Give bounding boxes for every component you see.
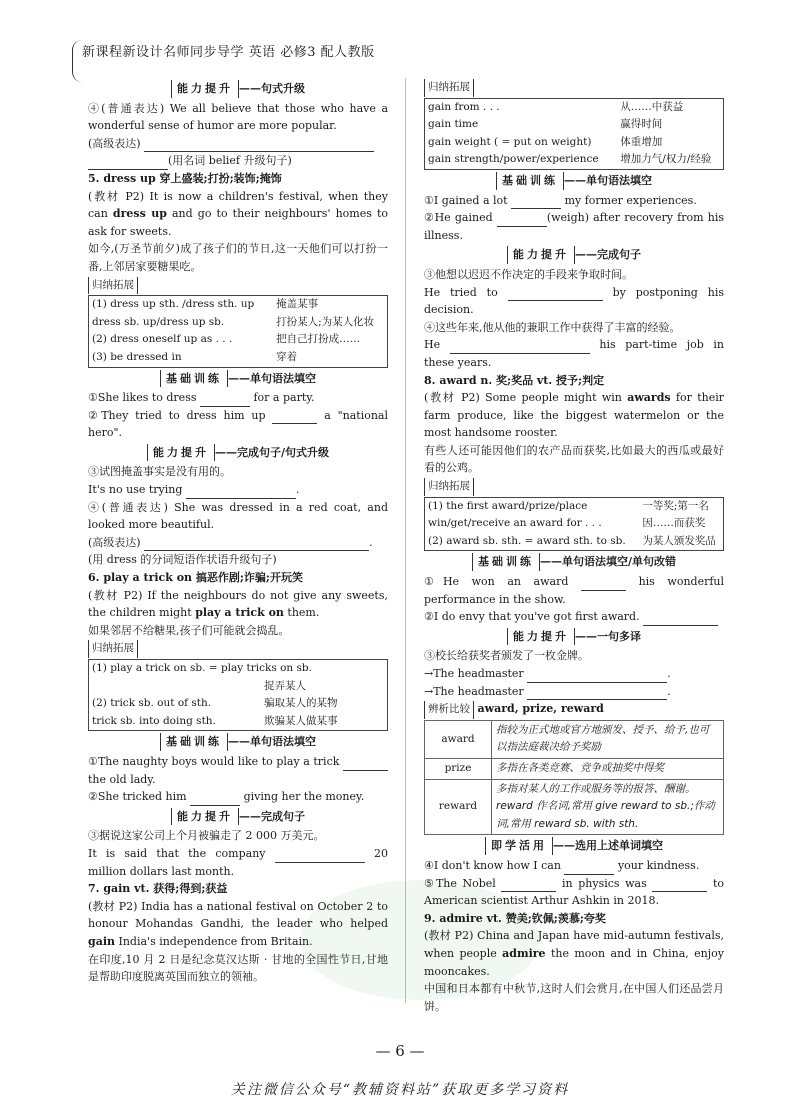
exercise: He his part-time job in these years.	[424, 338, 725, 369]
section-heading: 能力提升 ——完成句子	[424, 246, 724, 264]
exercise: He tried to by postponing his decision.	[424, 285, 725, 317]
right-column	[424, 78, 724, 1015]
exercise: ④这些年来,他从他的兼职工作中获得了丰富的经验。	[424, 320, 681, 334]
table-row: prize 多指在各类竞赛、竞争或抽奖中得奖	[425, 758, 724, 779]
compare-table	[424, 720, 724, 836]
answer-line: (用名词 belief 升级句子)	[88, 152, 388, 170]
expand-tag: 归纳拓展	[424, 478, 474, 496]
exercise: ①The naughty boys would like to play a trick the old lady.	[88, 753, 388, 788]
exercise: ②He gained (weigh) after recovery from his illness.	[424, 211, 724, 242]
expand-tag: 归纳拓展	[424, 79, 474, 97]
exercise: ②They tried to dress him up a "national hero".	[88, 408, 388, 440]
exercise: ①I gained a lot my former experiences.	[424, 192, 724, 210]
expand-box	[88, 659, 388, 731]
exercise: ③试图掩盖事实是没有用的。	[88, 465, 231, 479]
table-row: 捉弄某人	[264, 679, 306, 692]
paragraph: 如今,(万圣节前夕)成了孩子们的节日,这一天他们可以打扮一番,上邻居家要糖果吃。	[88, 242, 388, 273]
exercise: It is said that the company 20 million dollars last month.	[88, 846, 389, 878]
exercise: ②I do envy that you've got first award.	[424, 608, 724, 626]
section-heading: 能力提升 ——一句多译	[424, 628, 724, 646]
section-heading: 基础训练 ——单句语法填空	[88, 733, 388, 751]
paragraph: 在印度,10 月 2 日是纪念莫汉达斯 · 甘地的全国性节日,甘地是帮助印度脱离英国而独立的领袖。	[88, 952, 388, 984]
expand-tag: 归纳拓展	[88, 640, 138, 658]
paragraph: 中国和日本都有中秋节,这时人们会赏月,在中国人们还品尝月饼。	[424, 982, 724, 1013]
table-row: (3) be dressed in 穿着	[92, 350, 298, 363]
paragraph: (教材 P2) Some people might win awards for their farm produce, like the biggest watermelon or the most handsome rooster.	[424, 391, 724, 440]
table-row: (2) dress oneself up as . . . 把自己打扮成……	[92, 333, 361, 346]
exercise: ③校长给获奖者颁发了一枚金牌。	[424, 649, 589, 663]
table-row: gain strength/power/experience 增加力气/权力/经验	[428, 153, 712, 166]
table-row: gain from . . . 从……中获益	[428, 100, 684, 113]
table-row: (1) play a trick on sb. = play tricks on sb.	[92, 662, 312, 674]
exercise: ⑤The Nobel in physics was to American scientist Arthur Ashkin in 2018.	[424, 876, 725, 908]
exercise: ③他想以迟迟不作决定的手段来争取时间。	[424, 267, 633, 281]
expand-box	[424, 497, 724, 552]
running-header: 新课程新设计名师同步导学 英语 必修3 配人教版	[82, 45, 375, 60]
section-heading: 即学活用 ——选用上述单词填空	[424, 837, 724, 855]
page-number: — 6 —	[375, 1042, 425, 1060]
item-heading: 7. gain vt. 获得;得到;获益	[88, 882, 228, 896]
paragraph: (教材 P2) It is now a children's festival, when they can dress up and go to their neighbours' homes to ask for sweets.	[88, 189, 388, 238]
section-heading: 能力提升 ——完成句子/句式升级	[88, 444, 388, 462]
section-heading: 基础训练 ——单句语法填空	[88, 370, 388, 388]
exercise: →The headmaster .	[424, 683, 724, 701]
paragraph: ④(普通表达) We all believe that those who have a wonderful sense of humor are more popular.	[88, 101, 388, 133]
exercise: ②She tricked him giving her the money.	[88, 788, 388, 806]
footer-note: 关注微信公众号“教辅资料站”获取更多学习资料	[230, 1082, 570, 1098]
expand-box	[88, 295, 388, 367]
section-heading: 能力提升 ——完成句子	[88, 808, 388, 826]
paragraph: (教材 P2) India has a national festival on October 2 to honour Mohandas Gandhi, the leader who helped gain India's independence from Britain.	[88, 899, 388, 948]
left-column	[88, 78, 388, 986]
table-row: (2) award sb. sth. = award sth. to sb. 为某人颁发奖品	[428, 534, 716, 547]
item-heading: 6. play a trick on 搞恶作剧;诈骗;开玩笑	[88, 571, 303, 585]
section-heading: 基础训练 ——单句语法填空/单句改错	[424, 553, 724, 571]
exercise: It's no use trying .	[88, 481, 388, 499]
exercise: →The headmaster .	[424, 665, 724, 683]
table-row: (1) the first award/prize/place 一等奖;第一名	[428, 499, 709, 512]
exercise: ①He won an award his wonderful performance in the show.	[424, 575, 725, 606]
item-heading: 8. award n. 奖;奖品 vt. 授予;判定	[424, 373, 605, 387]
exercise: ④I don't know how I can your kindness.	[424, 857, 724, 875]
table-row: dress sb. up/dress up sb. 打扮某人;为某人化妆	[92, 315, 375, 328]
compare-heading: 辨析比较 award, prize, reward	[424, 700, 724, 720]
section-heading: 基础训练 ——单句语法填空	[424, 172, 724, 190]
column-divider	[405, 78, 406, 1003]
table-row: gain weight ( = put on weight) 体重增加	[428, 135, 663, 148]
table-row: (1) dress up sth. /dress sth. up 掩盖某事	[92, 298, 319, 311]
table-row: (2) trick sb. out of sth. 骗取某人的某物	[92, 697, 338, 710]
paragraph: (教材 P2) If the neighbours do not give any sweets, the children might play a trick on them.	[88, 588, 388, 620]
section-heading: 能力提升 ——句式升级	[88, 80, 388, 98]
exercise: ③据说这家公司上个月被骗走了 2 000 万美元。	[88, 829, 325, 843]
item-heading: 9. admire vt. 赞美;钦佩;羡慕;夸奖	[424, 911, 606, 925]
expand-box	[424, 98, 724, 170]
table-row: win/get/receive an award for . . . 因……而获奖	[428, 517, 706, 530]
table-row: reward 多指对某人的工作或服务等的报答、酬谢。reward 作名词,常用 give reward to sb.;作动词,常用 reward sb. with sth.	[425, 779, 724, 835]
exercise: (用 dress 的分词短语作状语升级句子)	[88, 553, 277, 567]
table-row: gain time 赢得时间	[428, 118, 663, 131]
answer-line: (高级表达) .	[88, 534, 388, 552]
paragraph: (教材 P2) China and Japan have mid-autumn festivals, when people admire the moon and in China, enjoy mooncakes.	[424, 929, 724, 978]
paragraph: 有些人还可能因他们的农产品而获奖,比如最大的西瓜或最好看的公鸡。	[424, 443, 724, 475]
expand-tag: 归纳拓展	[88, 277, 138, 295]
exercise: ④(普通表达) She was dressed in a red coat, and looked more beautiful.	[88, 500, 388, 532]
item-heading: 5. dress up 穿上盛装;打扮;装饰;掩饰	[88, 171, 282, 185]
table-row: trick sb. into doing sth. 欺骗某人做某事	[92, 714, 338, 727]
paragraph: 如果邻居不给糖果,孩子们可能就会捣乱。	[88, 623, 290, 637]
table-row: award 指较为正式地或官方地颁发、授予、给予,也可以指法庭裁决给予奖励	[425, 720, 724, 758]
exercise: ①She likes to dress for a party.	[88, 389, 388, 407]
answer-line: (高级表达)	[88, 135, 388, 153]
